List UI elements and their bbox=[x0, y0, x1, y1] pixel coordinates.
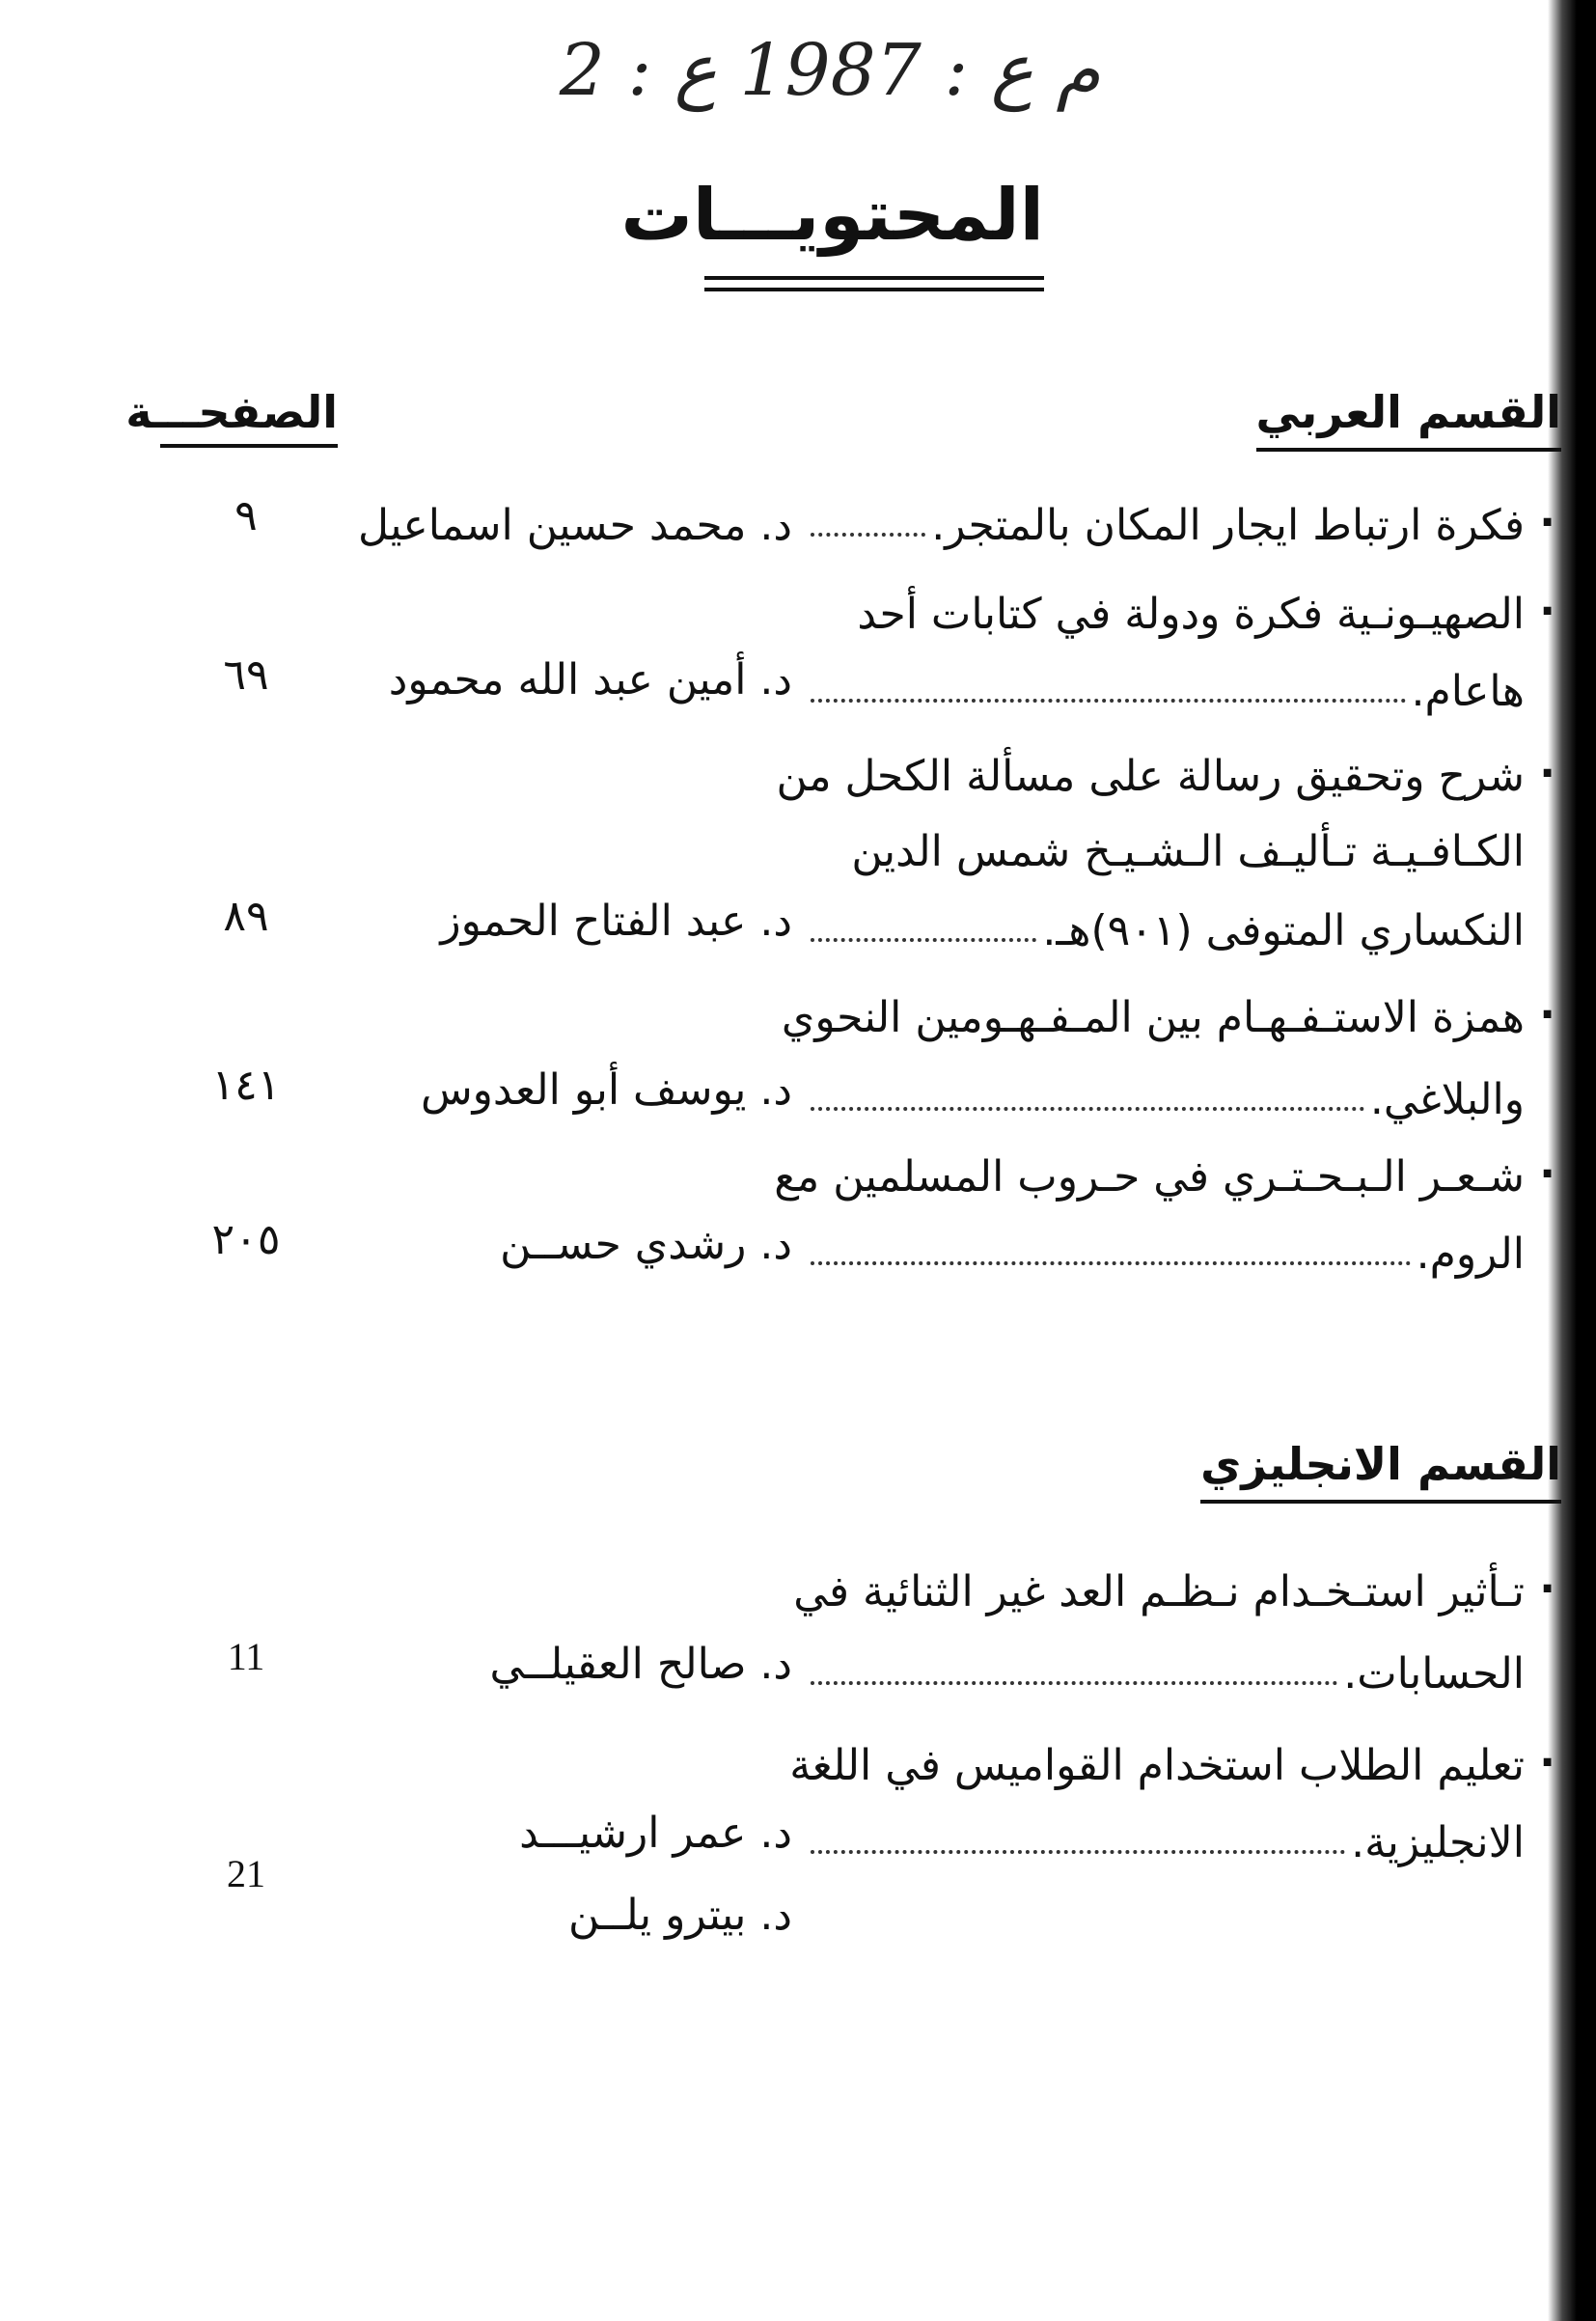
toc-entry-line bbox=[811, 888, 1525, 955]
toc-entry-line bbox=[560, 1723, 1525, 1790]
dot-leader bbox=[811, 1850, 1345, 1854]
entry-title: فكرة ارتباط ايجار المكان بالمتجر. bbox=[931, 501, 1525, 550]
toc-entry-line bbox=[560, 1549, 1525, 1616]
entry-title: شـعـر الـبـحـتـري في حـروب المسلمين مع bbox=[774, 1152, 1525, 1202]
toc-entry-line bbox=[560, 733, 1525, 801]
title-underline-bottom bbox=[704, 288, 1044, 291]
toc-entry-line bbox=[811, 649, 1525, 716]
entry-author: د. أمين عبد الله محمود bbox=[388, 655, 792, 705]
entry-title: تـأثير استـخـدام نـظـم العد غير الثنائية في bbox=[793, 1567, 1525, 1616]
handwritten-note: م ع : 1987 ع : 2 bbox=[559, 29, 1101, 112]
entry-title: النكساري المتوفى (٩٠١)هـ. bbox=[1042, 906, 1525, 955]
entry-author: د. عمر ارشيـــد bbox=[519, 1809, 792, 1858]
entry-title: هاعام. bbox=[1411, 667, 1525, 716]
bullet: . bbox=[1539, 487, 1555, 537]
entry-page-number: ٢٠٥ bbox=[211, 1215, 281, 1264]
entry-author: د. عبد الفتاح الحموز bbox=[440, 897, 792, 946]
dot-leader bbox=[811, 533, 925, 537]
dot-leader bbox=[811, 1107, 1364, 1111]
toc-entry-line bbox=[560, 975, 1525, 1042]
title-underline-top bbox=[704, 276, 1044, 280]
arabic-section-heading: القسم العربي bbox=[1256, 386, 1561, 452]
bullet: . bbox=[1539, 1727, 1555, 1777]
toc-entry-line bbox=[811, 1800, 1525, 1867]
entry-title: الصهيـونـية فكرة ودولة في كتابات أحد bbox=[857, 590, 1525, 639]
entry-title: تعليم الطلاب استخدام القواميس في اللغة bbox=[789, 1741, 1525, 1790]
entry-author: د. صالح العقيلــي bbox=[489, 1640, 792, 1689]
bullet: . bbox=[1539, 738, 1555, 787]
bullet: . bbox=[1539, 1554, 1555, 1603]
entry-title: الكـافـيـة تـأليـف الـشـيـخ شمس الدين bbox=[851, 827, 1525, 876]
toc-entry-line bbox=[560, 1134, 1525, 1202]
dot-leader bbox=[811, 938, 1036, 942]
toc-entry-line bbox=[811, 1057, 1525, 1124]
entry-second-author: د. بيترو يلــن bbox=[568, 1891, 792, 1940]
entry-title: الروم. bbox=[1416, 1230, 1525, 1279]
entry-page-number: ٦٩ bbox=[223, 650, 269, 700]
bullet: . bbox=[1539, 980, 1555, 1029]
dot-leader bbox=[811, 1681, 1337, 1685]
entry-page-number: 11 bbox=[227, 1635, 265, 1678]
entry-title: الانجليزية. bbox=[1351, 1818, 1525, 1867]
entry-title: همزة الاستـفـهـام بين المـفـهـومين النحوي bbox=[781, 993, 1525, 1042]
toc-entry-line bbox=[560, 809, 1525, 876]
entry-title: والبلاغي. bbox=[1369, 1075, 1525, 1124]
entry-author: د. يوسف أبو العدوس bbox=[420, 1065, 792, 1115]
entry-page-number: ٨٩ bbox=[223, 892, 269, 941]
bullet: . bbox=[1539, 1139, 1555, 1188]
entry-author: د. محمد حسين اسماعيل bbox=[357, 501, 792, 550]
entry-page-number: ١٤١ bbox=[211, 1061, 281, 1110]
entry-title: الحسابات. bbox=[1343, 1649, 1525, 1699]
english-section-heading: القسم الانجليزي bbox=[1200, 1438, 1561, 1504]
toc-entry-line bbox=[811, 1631, 1525, 1699]
toc-entry-line bbox=[560, 571, 1525, 639]
bullet: . bbox=[1539, 576, 1555, 625]
entry-title: شرح وتحقيق رسالة على مسألة الكحل من bbox=[776, 752, 1525, 801]
dot-leader bbox=[811, 699, 1406, 703]
entry-author: د. رشدي حســن bbox=[500, 1220, 792, 1269]
entry-page-number: ٩ bbox=[234, 491, 258, 540]
page-title: المحتويـــات bbox=[620, 174, 1044, 257]
page-column-header: الصفحـــة bbox=[160, 386, 338, 448]
toc-entry-line bbox=[811, 1211, 1525, 1279]
dot-leader bbox=[811, 1261, 1411, 1265]
entry-page-number: 21 bbox=[227, 1852, 265, 1895]
toc-entry-line bbox=[811, 483, 1525, 550]
